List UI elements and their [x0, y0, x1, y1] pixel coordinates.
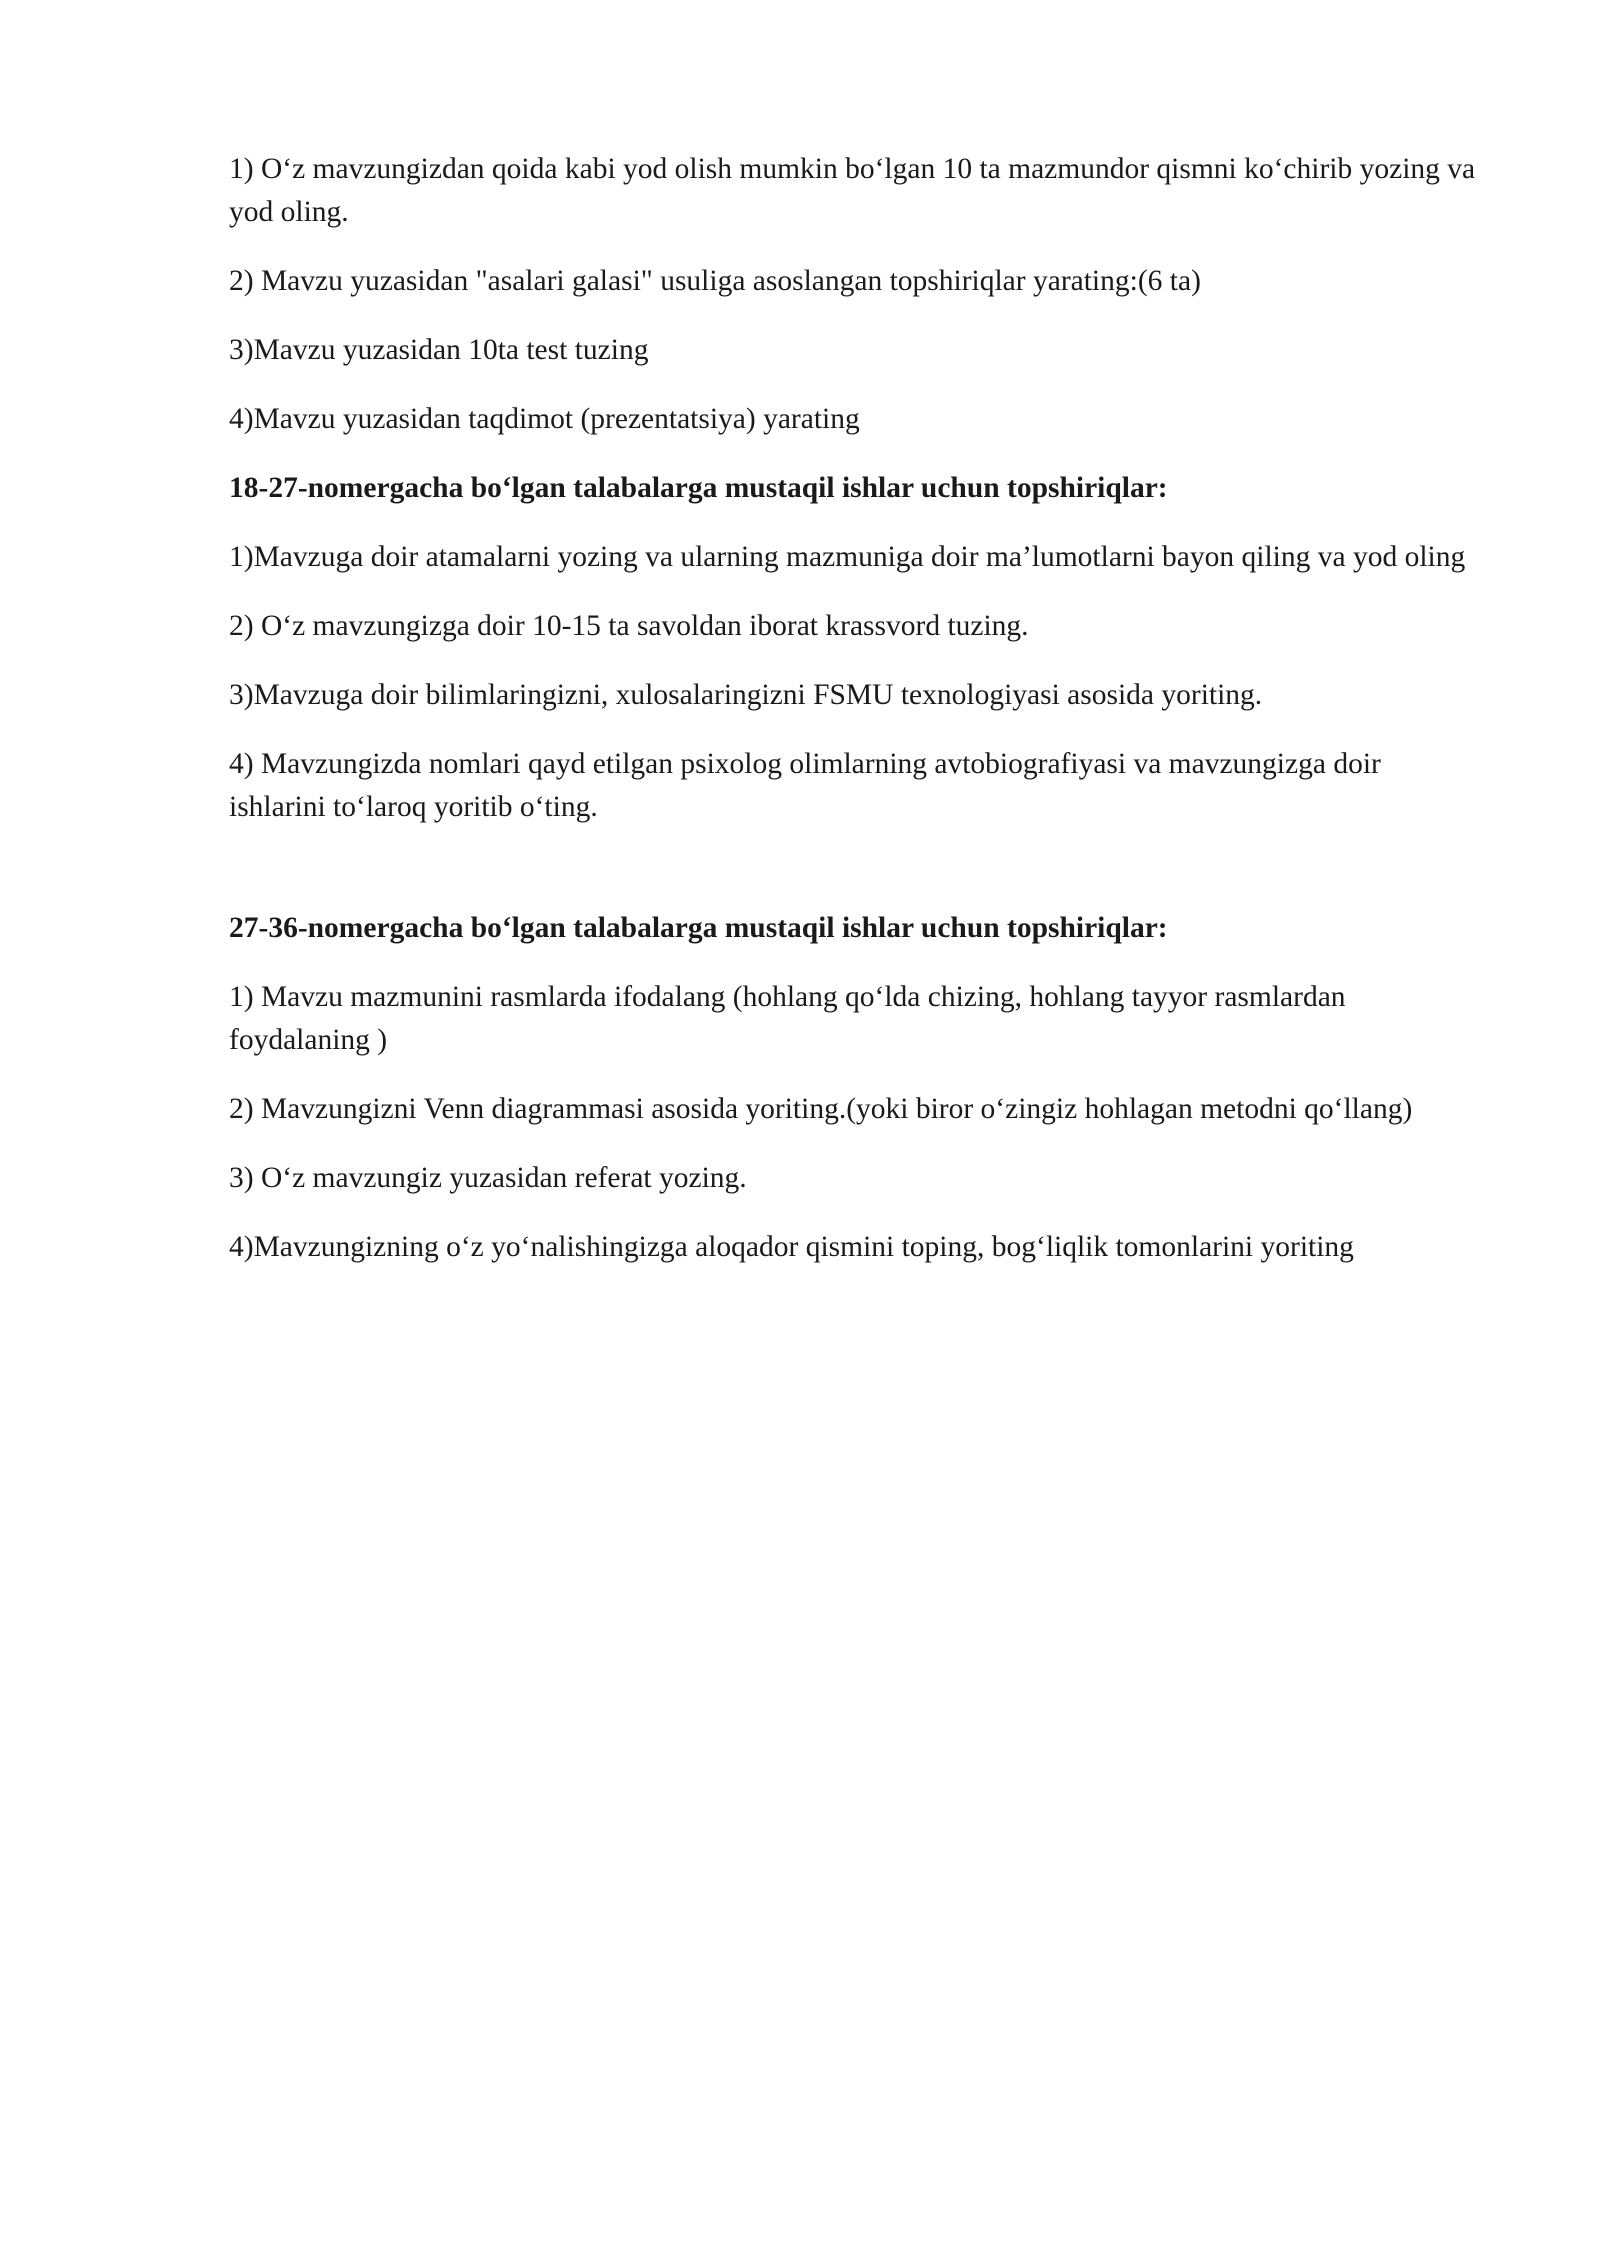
section-heading-27-36: 27-36-nomergacha bo‘lgan talabalarga mustaqil ishlar uchun topshiriqlar:: [229, 912, 1168, 944]
task-item: 2) Mavzu yuzasidan "asalari galasi" usuliga asoslangan topshiriqlar yarating:(6 ta): [229, 265, 1201, 297]
task-item: 4) Mavzungizda nomlari qayd etilgan psixolog olimlarning avtobiografiyasi va mavzungizga doir ishlarini to‘laroq yoritib o‘ting.: [229, 748, 1381, 823]
task-item: 3)Mavzuga doir bilimlaringizni, xulosalaringizni FSMU texnologiyasi asosida yoriting.: [229, 679, 1263, 711]
task-item: 3)Mavzu yuzasidan 10ta test tuzing: [229, 334, 649, 366]
task-item: 4)Mavzungizning o‘z yo‘nalishingizga aloqador qismini toping, bog‘liqlik tomonlarini yoriting: [229, 1231, 1354, 1263]
task-item: 1) Mavzu mazmunini rasmlarda ifodalang (hohlang qo‘lda chizing, hohlang tayyor rasmlardan foydalaning ): [229, 981, 1346, 1056]
task-item: 1)Mavzuga doir atamalarni yozing va ularning mazmuniga doir ma’lumotlarni bayon qiling va yod oling: [229, 541, 1466, 573]
section-heading-18-27: 18-27-nomergacha bo‘lgan talabalarga mustaqil ishlar uchun topshiriqlar:: [229, 472, 1168, 504]
task-item: 1) O‘z mavzungizdan qoida kabi yod olish mumkin bo‘lgan 10 ta mazmundor qismni ko‘chirib yozing va yod oling.: [229, 153, 1476, 228]
document-body: [229, 148, 1479, 1295]
task-item: 2) Mavzungizni Venn diagrammasi asosida yoriting.(yoki biror o‘zingiz hohlagan metodni qo‘llang): [229, 1093, 1413, 1125]
task-item: 3) O‘z mavzungiz yuzasidan referat yozing.: [229, 1162, 747, 1194]
task-item: 2) O‘z mavzungizga doir 10-15 ta savoldan iborat krassvord tuzing.: [229, 610, 1029, 642]
blank-line: [229, 855, 1479, 907]
task-item: 4)Mavzu yuzasidan taqdimot (prezentatsiya) yarating: [229, 403, 860, 435]
